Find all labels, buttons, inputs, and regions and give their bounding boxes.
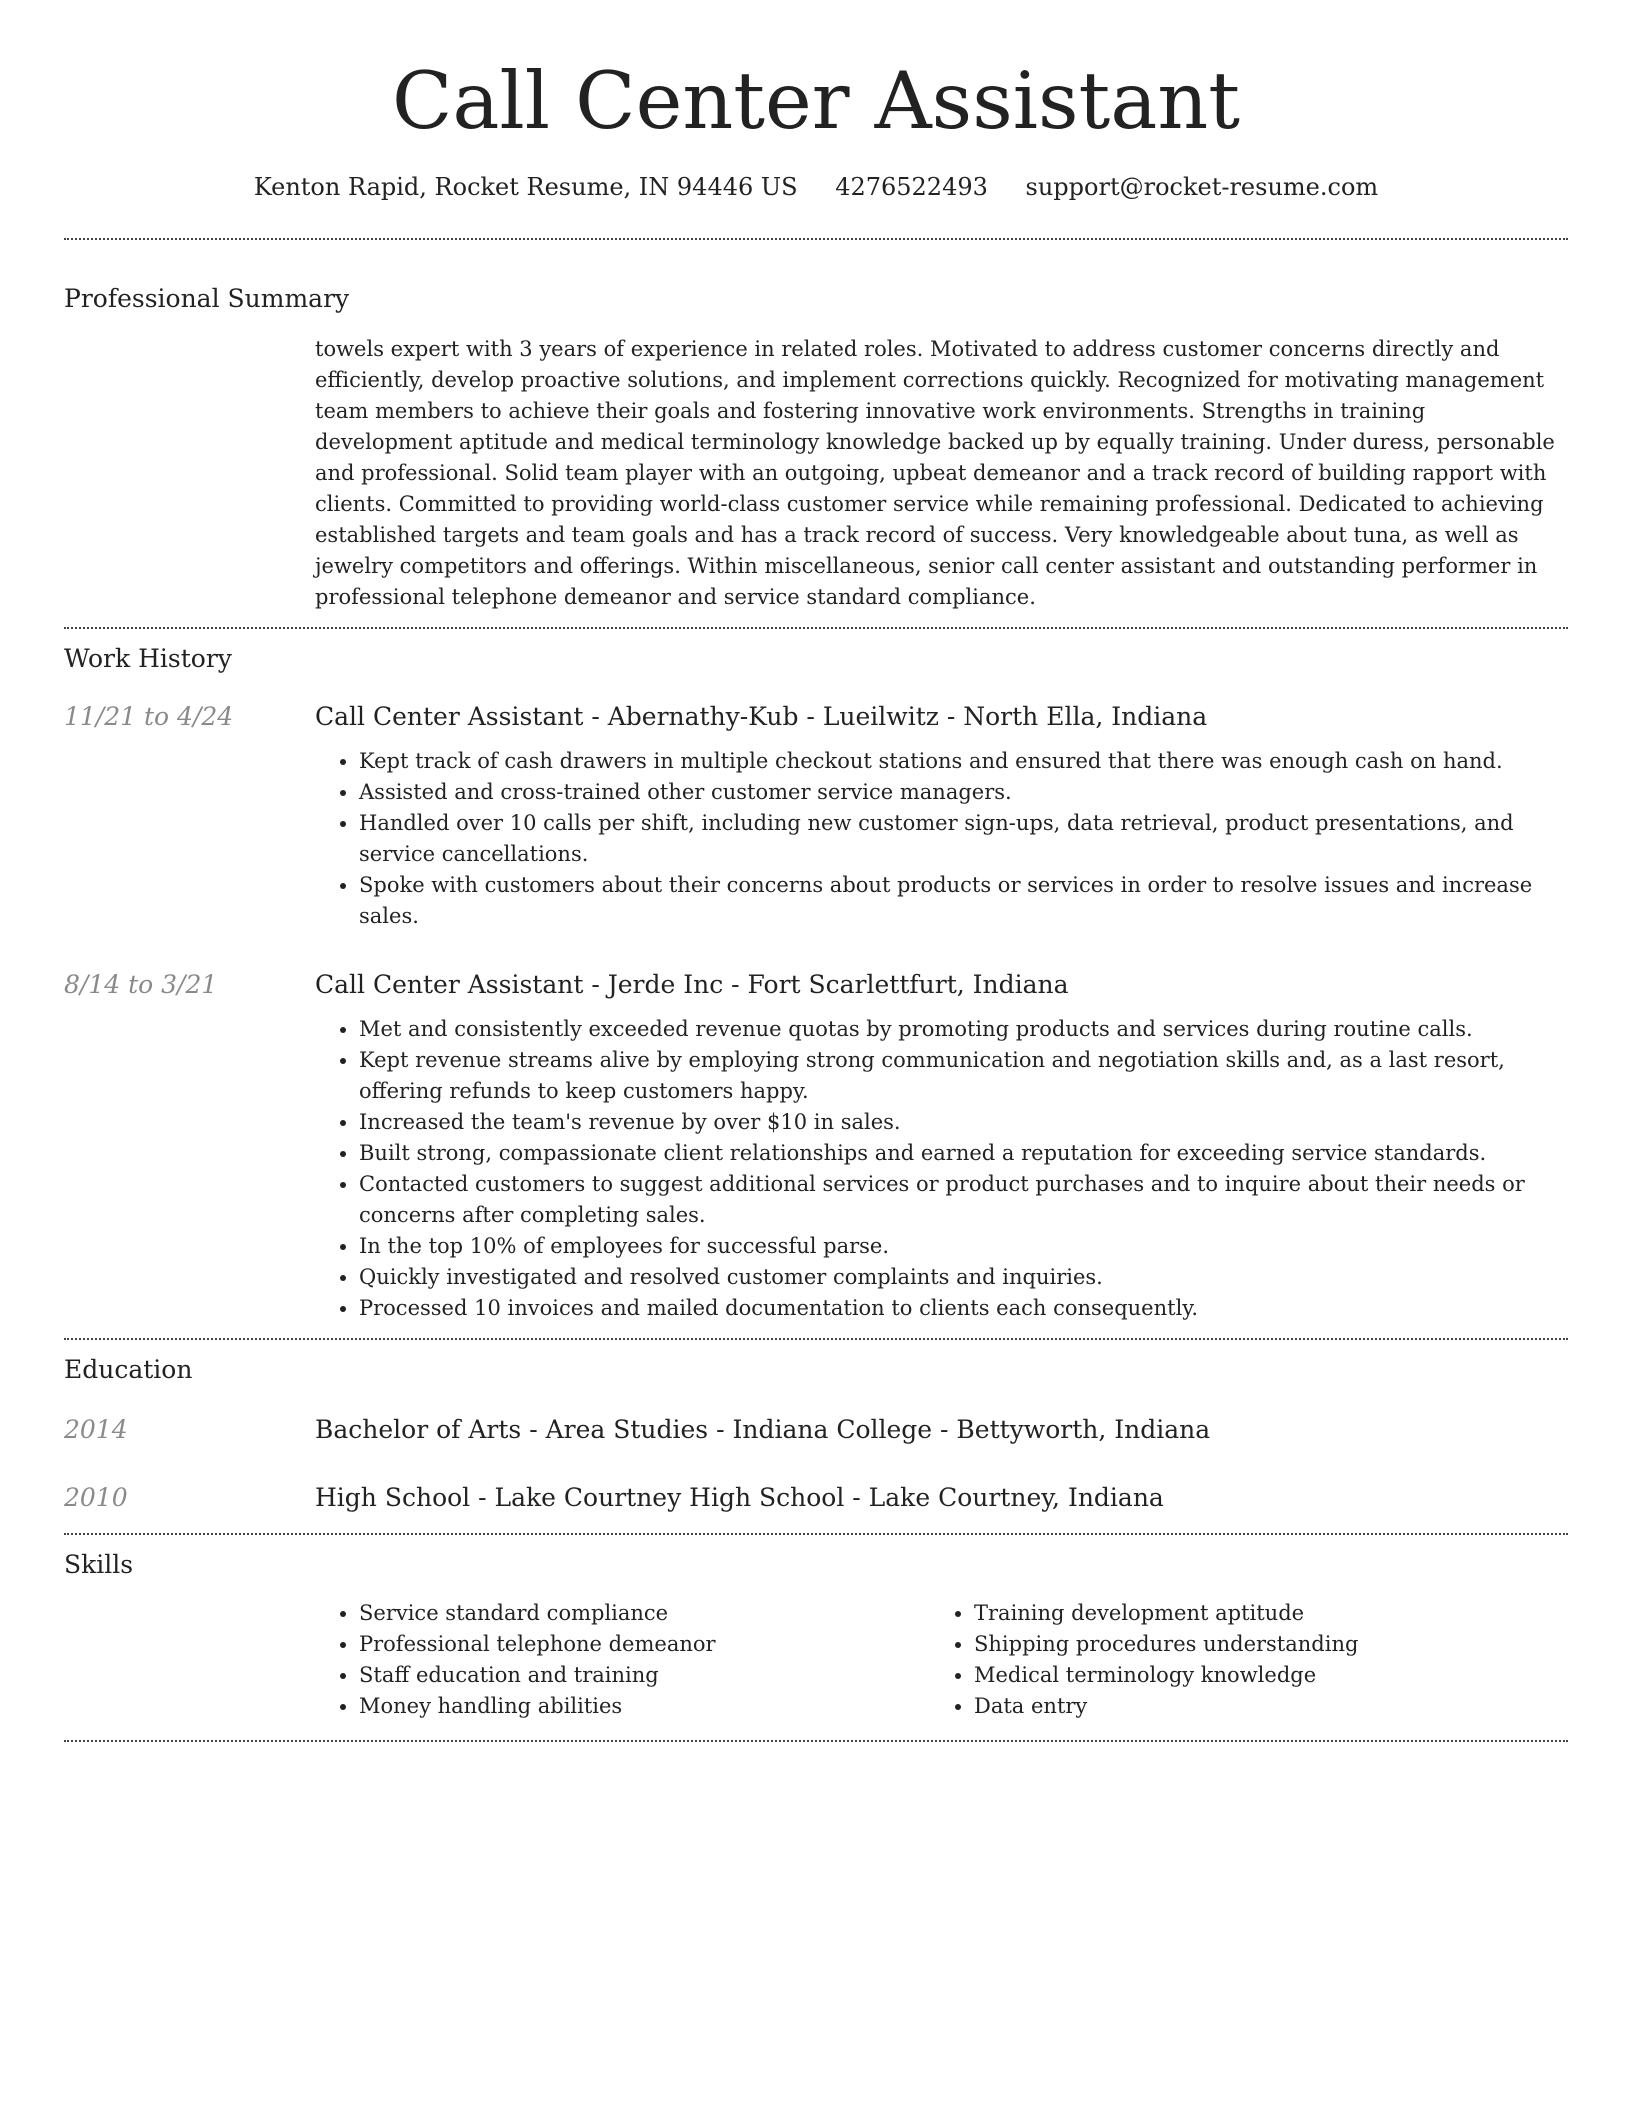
summary-heading: Professional Summary [64,284,350,313]
resume-name: Call Center Assistant [391,55,1241,147]
summary-text: towels expert with 3 years of experience in related roles. Motivated to address customer concerns directly and efficiently, develop proactive solutions, and implement corrections quickly. Recognized for motivating management team members to achieve their goals and fostering innovative work environments. Strengths in training development aptitude and medical terminology knowledge backed up by equally training. Under duress, personable and professional. Solid team player with an outgoing, upbeat demeanor and a track record of building rapport with clients. Committed to providing world-class customer service while remaining professional. Dedicated to achieving established targets and team goals and has a track record of success. Very knowledgeable about tuna, as well as jewelry competitors and offerings. Within miscellaneous, senior call center assistant and outstanding performer in professional telephone demeanor and service standard compliance. [315,337,1555,609]
section-divider [64,627,1568,629]
contact-email: support@rocket-resume.com [1025,173,1379,201]
job-bullet: • Kept track of cash drawers in multiple checkout stations and ensured that there was enough cash on hand. [359,746,1568,777]
education-heading-text: High School - Lake Courtney High School - Lake Courtney, Indiana [315,1483,1164,1512]
skill-item: • Shipping procedures understanding [974,1629,1545,1660]
education-heading-text: Bachelor of Arts - Area Studies - Indiana College - Bettyworth, Indiana [315,1415,1211,1444]
job-bullet: • Processed 10 invoices and mailed documentation to clients each consequently. [359,1293,1568,1324]
job-bullet: • Assisted and cross-trained other customer service managers. [359,777,1568,808]
job-details [315,700,1568,932]
job-bullet: • Kept revenue streams alive by employing strong communication and negotiation skills and, as a last resort, offering refunds to keep customers happy. [359,1045,1568,1107]
job-dates: 11/21 to 4/24 [64,702,234,731]
skill-item: • Data entry [974,1691,1545,1722]
skills-bullets [315,1598,930,1722]
job-bullet: • Spoke with customers about their concerns about products or services in order to resolve issues and increase sales. [359,870,1568,932]
job-bullet: • Met and consistently exceeded revenue quotas by promoting products and services during routine calls. [359,1014,1568,1045]
skill-item: • Medical terminology knowledge [974,1660,1545,1691]
job-bullet: • Handled over 10 calls per shift, including new customer sign-ups, data retrieval, product presentations, and service cancellations. [359,808,1568,870]
section-divider [64,1338,1568,1340]
education-heading: Education [64,1355,193,1384]
education-entry [64,1481,1568,1515]
skill-item: • Professional telephone demeanor [359,1629,930,1660]
job-heading: Call Center Assistant - Jerde Inc - Fort Scarlettfurt, Indiana [315,970,1069,999]
skills-list [315,1598,1568,1722]
education-year: 2014 [64,1415,128,1444]
job-entry [64,968,1568,1324]
skill-item: • Service standard compliance [359,1598,930,1629]
section-divider [64,1533,1568,1535]
skills-column-left [315,1598,930,1722]
education-year: 2010 [64,1483,128,1512]
skills-bullets [930,1598,1545,1722]
job-bullet: • In the top 10% of employees for successful parse. [359,1231,1568,1262]
job-dates: 8/14 to 3/21 [64,970,218,999]
job-bullet: • Quickly investigated and resolved customer complaints and inquiries. [359,1262,1568,1293]
job-bullet: • Contacted customers to suggest additional services or product purchases and to inquire about their needs or concerns after completing sales. [359,1169,1568,1231]
skills-heading: Skills [64,1550,134,1579]
job-bullets [315,746,1568,932]
job-bullet: • Increased the team's revenue by over $10 in sales. [359,1107,1568,1138]
education-entry [64,1413,1568,1447]
job-bullets [315,1014,1568,1324]
section-divider [64,1740,1568,1742]
job-entry [64,700,1568,932]
section-divider [64,238,1568,240]
work-history-heading: Work History [64,644,232,673]
job-bullet: • Built strong, compassionate client relationships and earned a reputation for exceeding service standards. [359,1138,1568,1169]
contact-line [64,170,1568,204]
skill-item: • Money handling abilities [359,1691,930,1722]
contact-phone: 4276522493 [835,173,988,201]
skills-column-right [930,1598,1545,1722]
job-details [315,968,1568,1324]
skill-item: • Staff education and training [359,1660,930,1691]
contact-address: Kenton Rapid, Rocket Resume, IN 94446 US [253,173,798,201]
job-heading: Call Center Assistant - Abernathy-Kub - Lueilwitz - North Ella, Indiana [315,702,1208,731]
skill-item: • Training development aptitude [974,1598,1545,1629]
